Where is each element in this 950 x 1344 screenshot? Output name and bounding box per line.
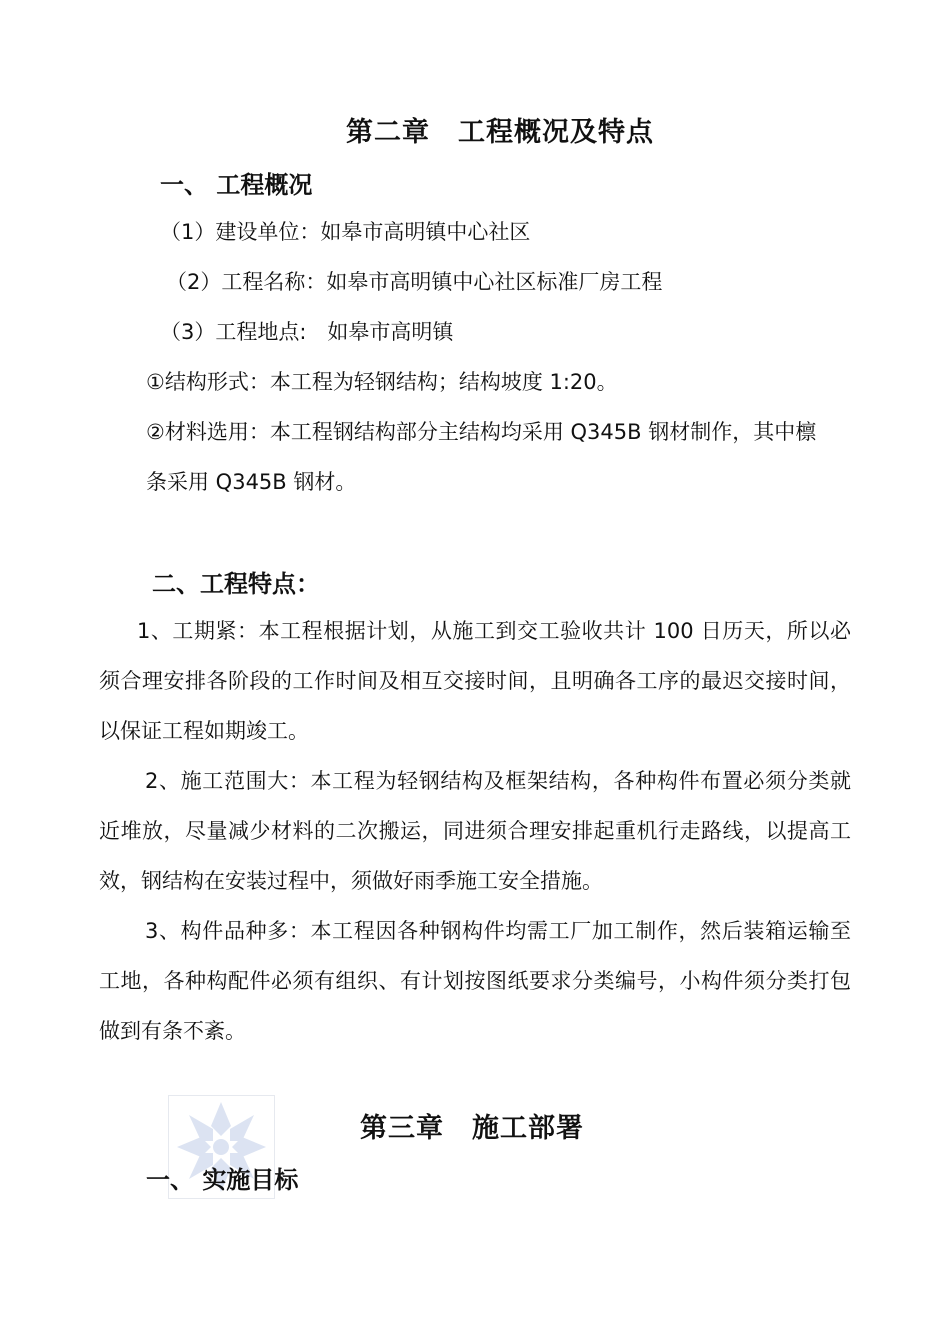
feature-paragraph [99, 606, 851, 756]
item-construction-unit: （1）建设单位：如皋市高明镇中心社区 [160, 220, 531, 244]
chapter-3-title: 第三章 施工部署 [360, 1113, 584, 1144]
item-project-location: （3）工程地点: 如皋市高明镇 [160, 320, 454, 344]
feature-paragraph-text: 1、工期紧：本工程根据计划，从施工到交工验收共计 100 日历天，所以必须合理安排各阶段的工作时间及相互交接时间，且明确各工序的最迟交接时间，以保证工程如期竣工。 [99, 619, 851, 743]
chapter-2-title: 第二章 工程概况及特点 [346, 117, 654, 148]
section-heading-targets: 一、 实施目标 [146, 1166, 299, 1194]
feature-paragraph-text: 2、施工范围大：本工程为轻钢结构及框架结构，各种构件布置必须分类就近堆放，尽量减少材料的二次搬运，同进须合理安排起重机行走路线，以提高工效，钢结构在安装过程中，须做好雨季施工安全措施。 [99, 769, 851, 893]
item-project-name: （2）工程名称：如皋市高明镇中心社区标准厂房工程 [166, 270, 663, 294]
feature-paragraph [99, 756, 851, 906]
feature-paragraph [99, 906, 851, 1056]
section-heading-overview: 一、 工程概况 [160, 171, 313, 199]
feature-paragraph-text: 3、构件品种多：本工程因各种钢构件均需工厂加工制作，然后装箱运输至工地，各种构配件必须有组织、有计划按图纸要求分类编号，小构件须分类打包做到有条不紊。 [99, 919, 851, 1043]
structure-form-line: ①结构形式：本工程为轻钢结构；结构坡度 1:20。 [146, 370, 618, 394]
section-heading-features: 二、工程特点： [152, 570, 320, 598]
material-selection-line-2: 条采用 Q345B 钢材。 [146, 470, 357, 494]
material-selection-line-1: ②材料选用：本工程钢结构部分主结构均采用 Q345B 钢材制作，其中檩 [146, 420, 817, 444]
